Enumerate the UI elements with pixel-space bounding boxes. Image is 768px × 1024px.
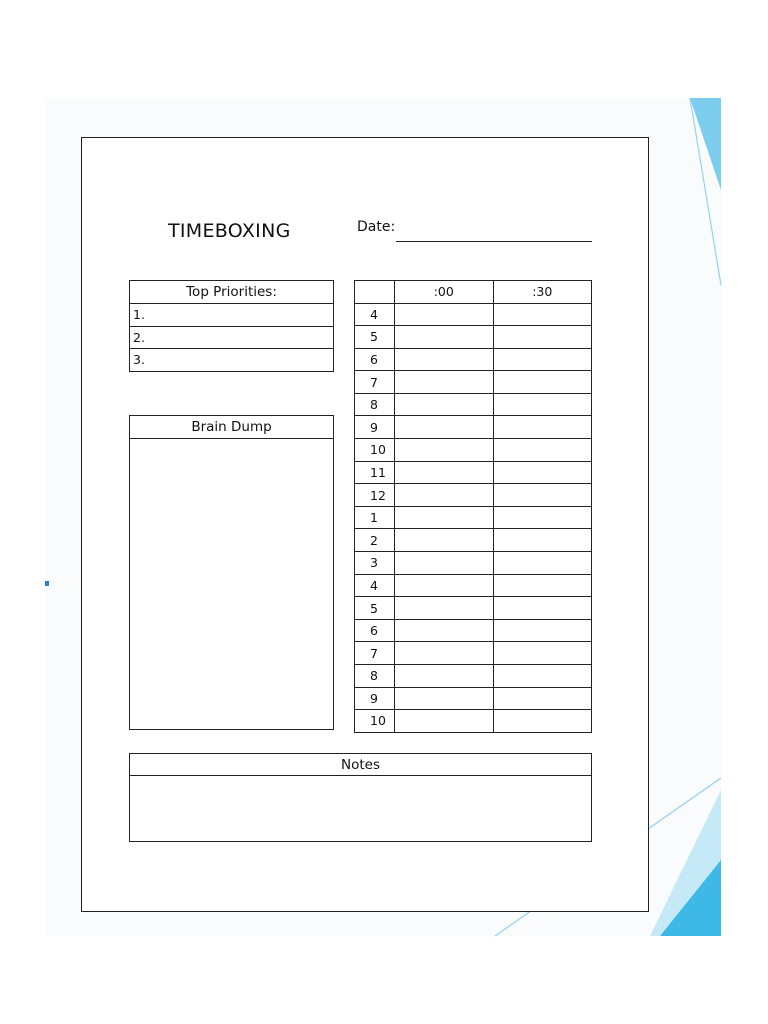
time-slot-30[interactable] <box>493 371 592 394</box>
schedule-row <box>355 687 592 710</box>
hour-label: 5 <box>355 597 395 620</box>
page-title: TIMEBOXING <box>168 220 291 242</box>
time-slot-30[interactable] <box>493 710 592 733</box>
time-slot-00[interactable] <box>395 371 494 394</box>
hour-label: 7 <box>355 371 395 394</box>
time-slot-00[interactable] <box>395 484 494 507</box>
hour-label: 5 <box>355 326 395 349</box>
notes-area[interactable] <box>130 776 592 842</box>
time-slot-00[interactable] <box>395 597 494 620</box>
notes-header: Notes <box>130 754 592 776</box>
time-slot-00[interactable] <box>395 303 494 326</box>
schedule-row <box>355 597 592 620</box>
time-slot-00[interactable] <box>395 326 494 349</box>
priority-item[interactable]: 1. <box>130 304 334 327</box>
schedule-row <box>355 461 592 484</box>
time-slot-30[interactable] <box>493 439 592 462</box>
priority-item[interactable]: 3. <box>130 349 334 372</box>
schedule-row <box>355 371 592 394</box>
priority-item[interactable]: 2. <box>130 326 334 349</box>
time-slot-00[interactable] <box>395 619 494 642</box>
brain-dump-table <box>129 415 334 730</box>
schedule-row <box>355 439 592 462</box>
hour-label: 8 <box>355 393 395 416</box>
brain-dump-area[interactable] <box>130 439 334 730</box>
hour-label: 12 <box>355 484 395 507</box>
hour-label: 2 <box>355 529 395 552</box>
time-slot-00[interactable] <box>395 552 494 575</box>
hour-label: 10 <box>355 710 395 733</box>
column-header-30: :30 <box>493 281 592 304</box>
schedule-row <box>355 619 592 642</box>
hour-label: 7 <box>355 642 395 665</box>
hour-label: 4 <box>355 574 395 597</box>
hour-label: 9 <box>355 687 395 710</box>
time-slot-00[interactable] <box>395 506 494 529</box>
time-slot-00[interactable] <box>395 393 494 416</box>
time-slot-00[interactable] <box>395 665 494 688</box>
schedule-row <box>355 348 592 371</box>
schedule-row <box>355 574 592 597</box>
time-slot-30[interactable] <box>493 687 592 710</box>
time-slot-30[interactable] <box>493 416 592 439</box>
time-slot-00[interactable] <box>395 710 494 733</box>
time-slot-00[interactable] <box>395 416 494 439</box>
hour-label: 4 <box>355 303 395 326</box>
time-slot-30[interactable] <box>493 529 592 552</box>
time-slot-30[interactable] <box>493 348 592 371</box>
hour-label: 3 <box>355 552 395 575</box>
hour-label: 9 <box>355 416 395 439</box>
date-label: Date: <box>357 219 396 235</box>
schedule-table <box>354 280 592 733</box>
schedule-row <box>355 303 592 326</box>
top-priorities-header: Top Priorities: <box>130 281 334 304</box>
schedule-row <box>355 393 592 416</box>
time-slot-00[interactable] <box>395 348 494 371</box>
time-slot-00[interactable] <box>395 461 494 484</box>
column-header-00: :00 <box>395 281 494 304</box>
schedule-row <box>355 552 592 575</box>
hour-label: 1 <box>355 506 395 529</box>
time-slot-00[interactable] <box>395 642 494 665</box>
time-slot-30[interactable] <box>493 506 592 529</box>
time-slot-30[interactable] <box>493 642 592 665</box>
schedule-corner-cell <box>355 281 395 304</box>
time-slot-00[interactable] <box>395 687 494 710</box>
time-slot-30[interactable] <box>493 665 592 688</box>
hour-label: 8 <box>355 665 395 688</box>
schedule-row <box>355 326 592 349</box>
date-field[interactable] <box>396 241 592 242</box>
time-slot-30[interactable] <box>493 461 592 484</box>
time-slot-30[interactable] <box>493 393 592 416</box>
time-slot-30[interactable] <box>493 326 592 349</box>
hour-label: 10 <box>355 439 395 462</box>
time-slot-30[interactable] <box>493 552 592 575</box>
brain-dump-header: Brain Dump <box>130 416 334 439</box>
schedule-row <box>355 506 592 529</box>
time-slot-30[interactable] <box>493 574 592 597</box>
time-slot-30[interactable] <box>493 303 592 326</box>
schedule-row <box>355 665 592 688</box>
notes-table <box>129 753 592 842</box>
timeboxing-sheet <box>81 137 649 912</box>
hour-label: 6 <box>355 619 395 642</box>
schedule-row <box>355 484 592 507</box>
schedule-row <box>355 710 592 733</box>
time-slot-00[interactable] <box>395 574 494 597</box>
time-slot-30[interactable] <box>493 619 592 642</box>
top-priorities-table <box>129 280 334 372</box>
time-slot-00[interactable] <box>395 529 494 552</box>
time-slot-00[interactable] <box>395 439 494 462</box>
time-slot-30[interactable] <box>493 597 592 620</box>
schedule-row <box>355 416 592 439</box>
schedule-row <box>355 642 592 665</box>
schedule-row <box>355 529 592 552</box>
hour-label: 11 <box>355 461 395 484</box>
time-slot-30[interactable] <box>493 484 592 507</box>
hour-label: 6 <box>355 348 395 371</box>
